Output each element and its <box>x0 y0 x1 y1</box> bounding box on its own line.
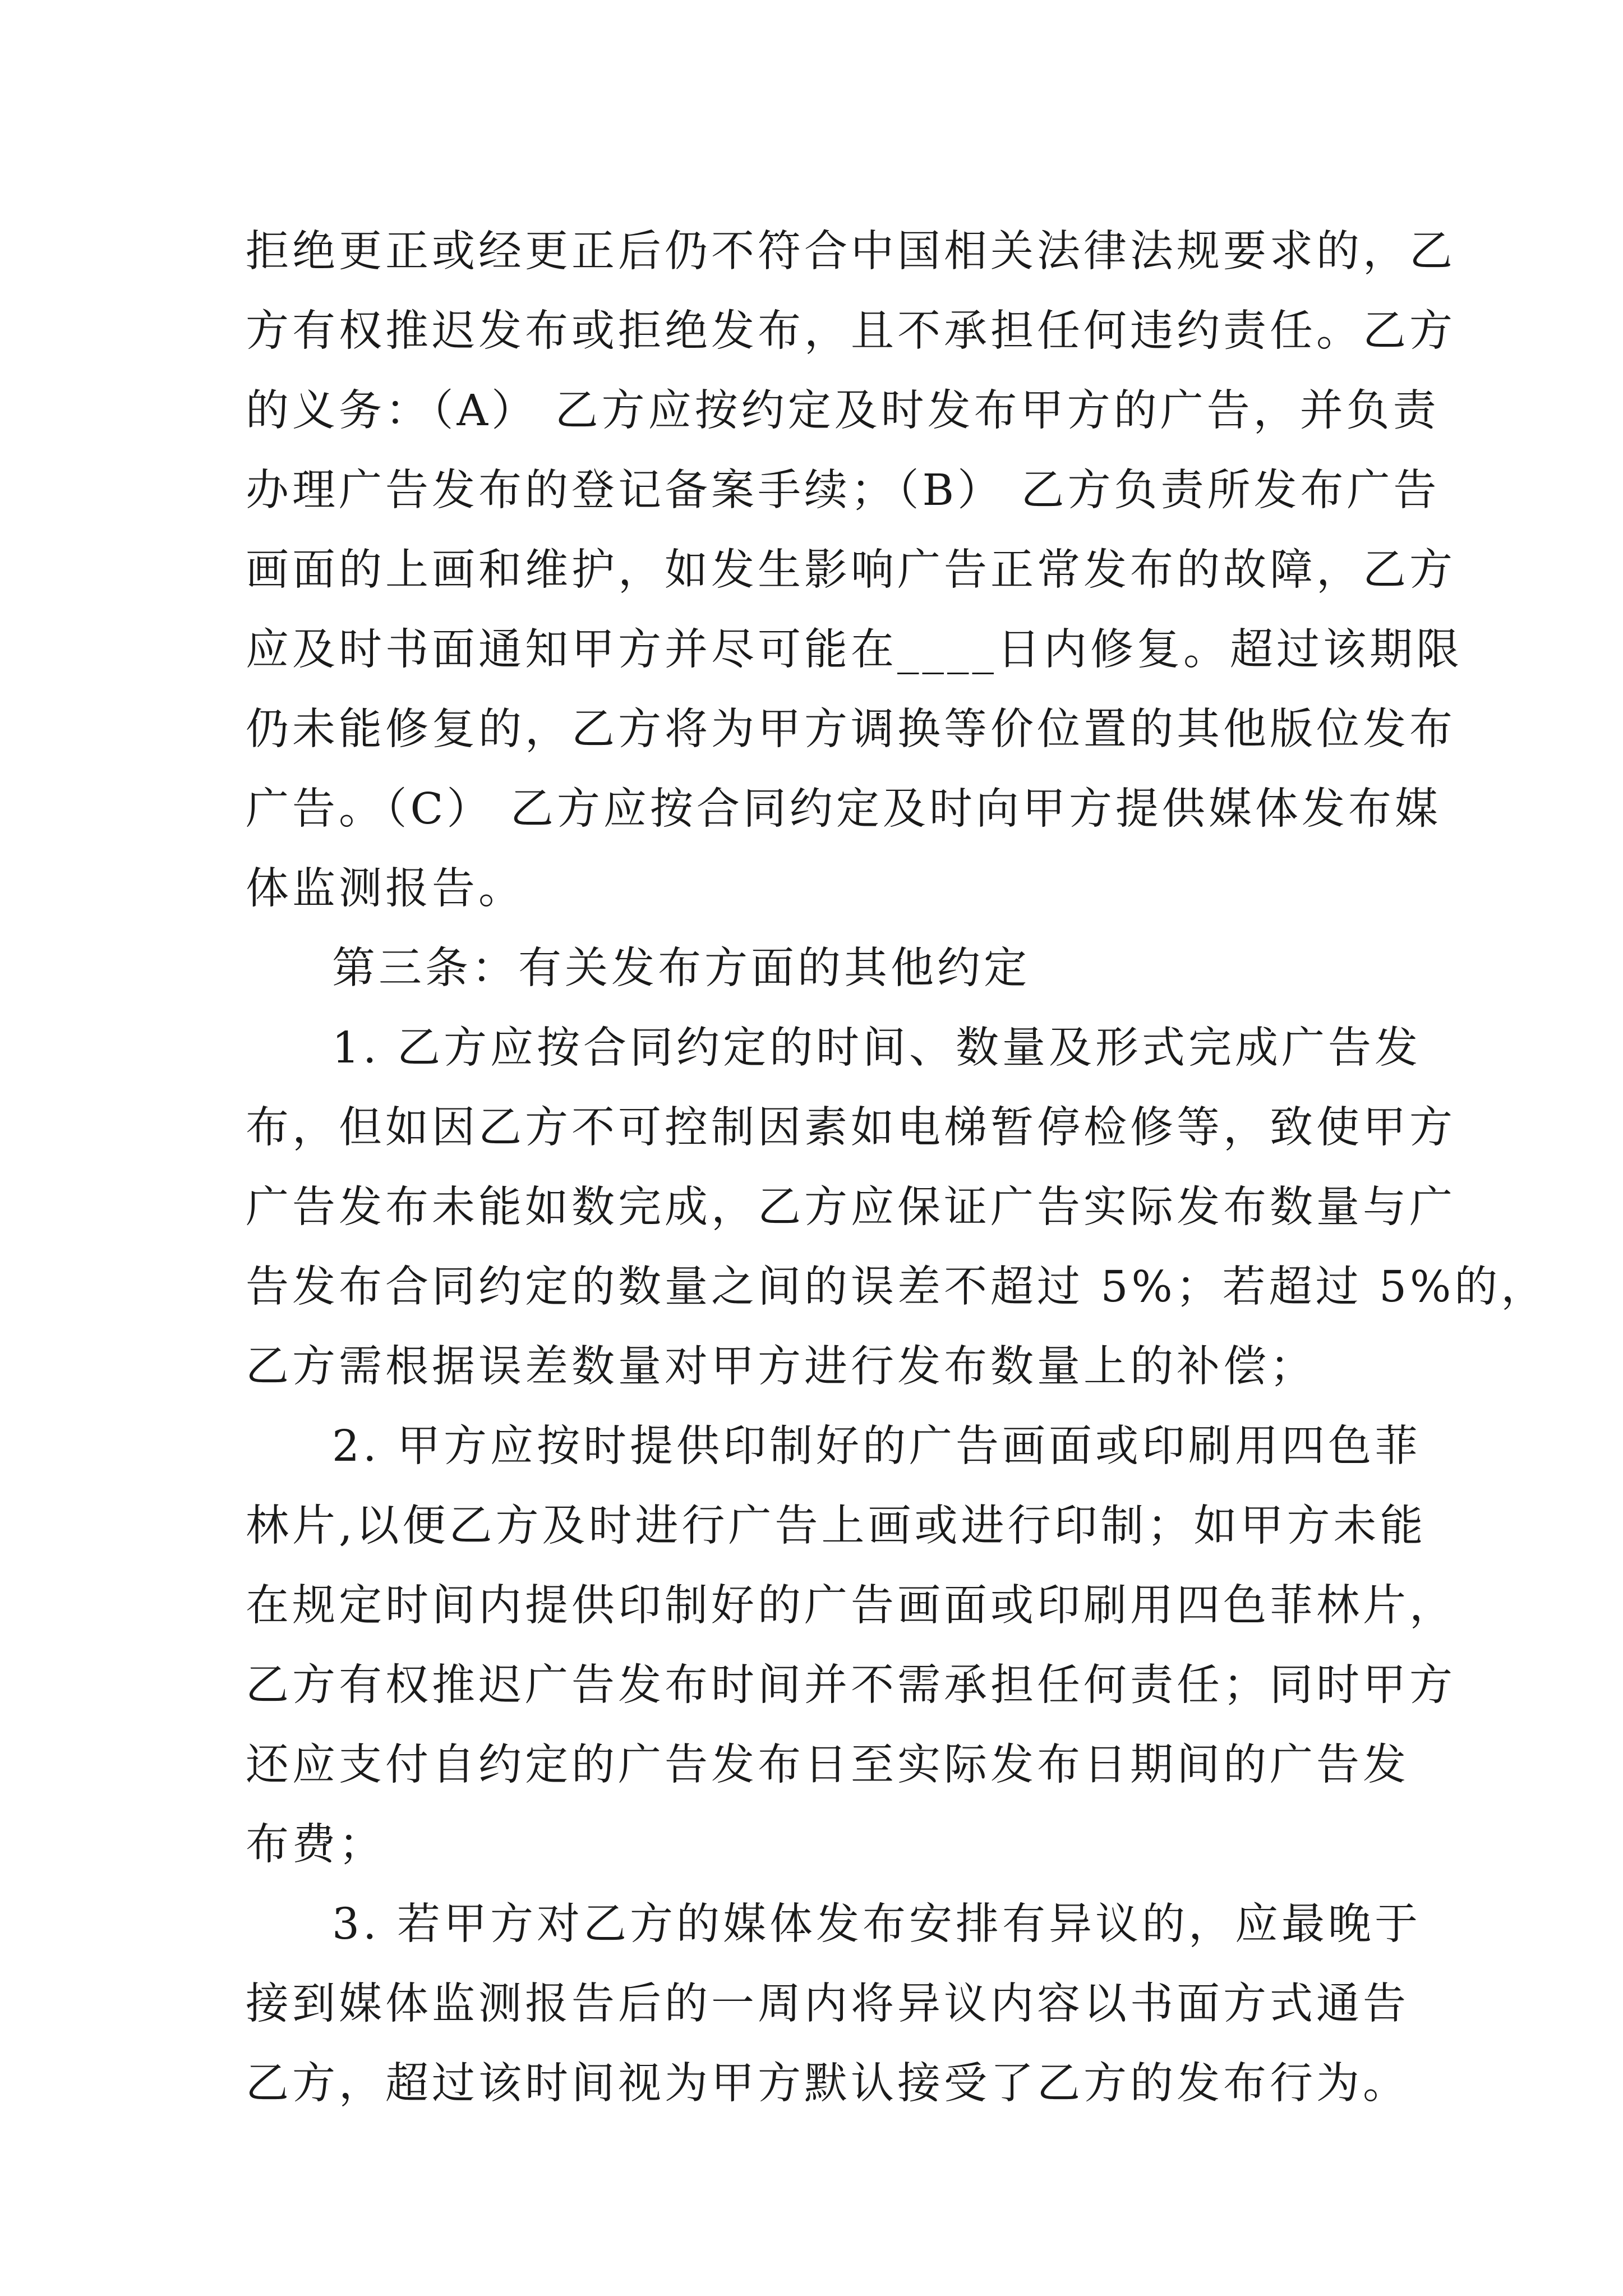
section-heading: 第三条：有关发布方面的其他约定 <box>332 944 1030 993</box>
text-line-11: 1. 乙方应按合同约定的时间、数量及形式完成广告发 <box>332 1023 1421 1073</box>
text-line-21: 布费； <box>246 1820 385 1870</box>
text-line-20: 还应支付自约定的广告发布日至实际发布日期间的广告发 <box>246 1740 1409 1790</box>
text-line-18: 在规定时间内提供印制好的广告画面或印刷用四色菲林片， <box>246 1581 1456 1631</box>
text-line-16: 2. 甲方应按时提供印制好的广告画面或印刷用四色菲 <box>332 1421 1421 1471</box>
text-line-7: 仍未能修复的，乙方将为甲方调换等价位置的其他版位发布 <box>246 705 1456 754</box>
text-line-4: 办理广告发布的登记备案手续；（B） 乙方负责所发布广告 <box>246 466 1440 516</box>
text-line-9: 体监测报告。 <box>246 864 525 914</box>
text-line-14: 告发布合同约定的数量之间的误差不超过 5%；若超过 5%的， <box>246 1262 1548 1312</box>
text-line-17: 林片,以便乙方及时进行广告上画或进行印制；如甲方未能 <box>246 1501 1427 1551</box>
text-line-8: 广告。（C） 乙方应按合同约定及时向甲方提供媒体发布媒 <box>246 784 1441 834</box>
text-line-24: 乙方，超过该时间视为甲方默认接受了乙方的发布行为。 <box>246 2059 1409 2109</box>
text-line-6: 应及时书面通知甲方并尽可能在____日内修复。超过该期限 <box>246 625 1463 675</box>
text-line-2: 方有权推迟发布或拒绝发布，且不承担任何违约责任。乙方 <box>246 306 1456 356</box>
text-line-12: 布，但如因乙方不可控制因素如电梯暂停检修等，致使甲方 <box>246 1103 1456 1153</box>
text-line-15: 乙方需根据误差数量对甲方进行发布数量上的补偿； <box>246 1342 1316 1392</box>
text-line-5: 画面的上画和维护，如发生影响广告正常发布的故障，乙方 <box>246 545 1456 595</box>
text-line-19: 乙方有权推迟广告发布时间并不需承担任何责任；同时甲方 <box>246 1660 1456 1710</box>
text-line-13: 广告发布未能如数完成，乙方应保证广告实际发布数量与广 <box>246 1182 1456 1232</box>
text-line-22: 3. 若甲方对乙方的媒体发布安排有异议的，应最晚于 <box>332 1899 1421 1949</box>
document-body <box>246 212 1548 2124</box>
text-line-3: 的义务：（A） 乙方应按约定及时发布甲方的广告，并负责 <box>246 386 1440 436</box>
text-line-23: 接到媒体监测报告后的一周内将异议内容以书面方式通告 <box>246 1979 1409 2029</box>
text-line-1: 拒绝更正或经更正后仍不符合中国相关法律法规要求的，乙 <box>246 227 1456 277</box>
